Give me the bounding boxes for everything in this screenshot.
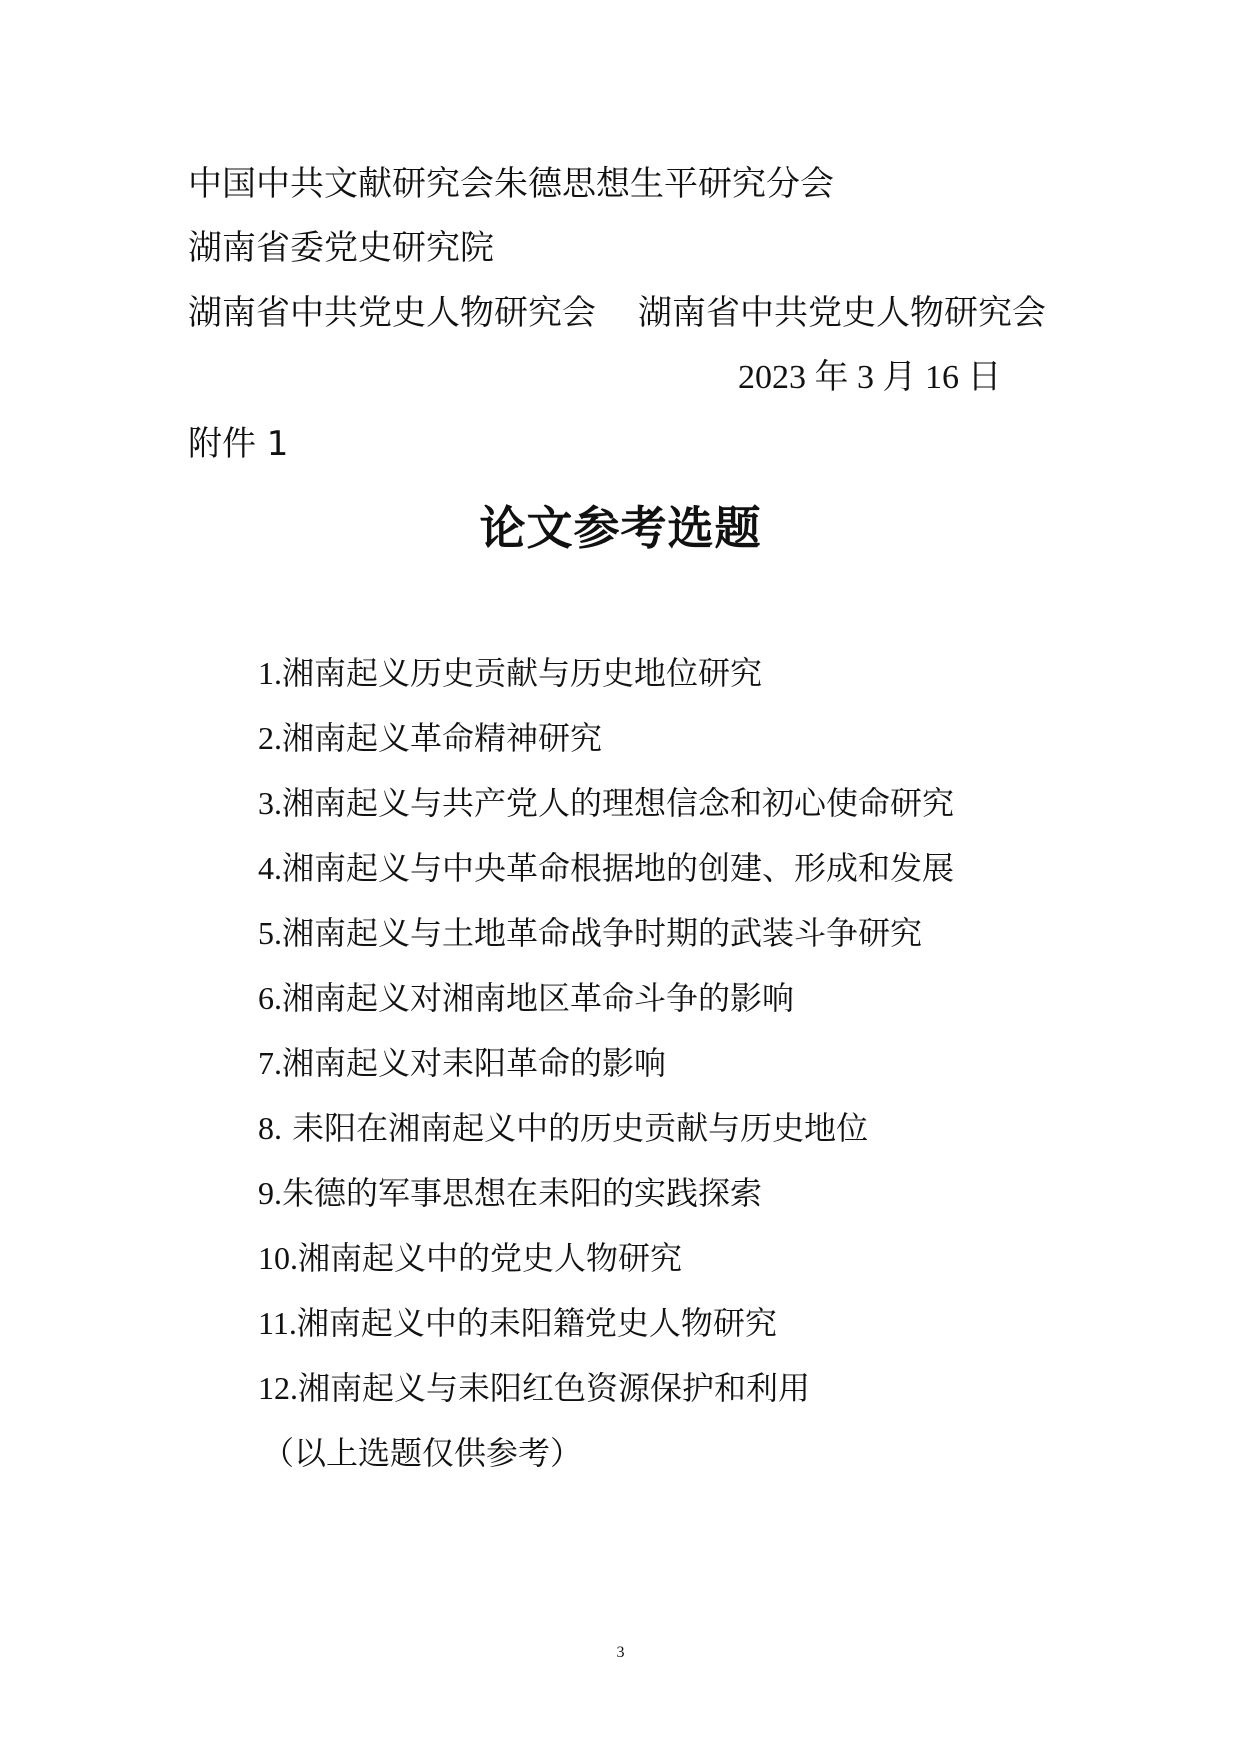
list-item: 10.湘南起义中的党史人物研究 [258,1239,683,1277]
list-item: 8. 耒阳在湘南起义中的历史贡献与历史地位 [258,1109,869,1147]
footnote: （以上选题仅供参考） [262,1434,583,1472]
list-item: 6.湘南起义对湘南地区革命斗争的影响 [258,979,795,1017]
list-item: 12.湘南起义与耒阳红色资源保护和利用 [258,1369,811,1407]
attachment-label: 附件 1 [188,424,289,464]
page-title: 论文参考选题 [479,501,762,555]
list-item: 3.湘南起义与共产党人的理想信念和初心使命研究 [258,784,955,822]
signatory-1: 中国中共文献研究会朱德思想生平研究分会 [188,164,834,204]
list-item: 4.湘南起义与中央革命根据地的创建、形成和发展 [258,849,955,887]
list-item: 1.湘南起义历史贡献与历史地位研究 [258,654,763,692]
list-item: 2.湘南起义革命精神研究 [258,719,603,757]
list-item: 11.湘南起义中的耒阳籍党史人物研究 [258,1304,777,1342]
signatory-2: 湖南省委党史研究院 [188,228,494,268]
signatory-4: 湖南省中共党史人物研究会 [638,293,1046,333]
document-date: 2023 年 3 月 16 日 [738,359,1002,396]
signatory-3: 湖南省中共党史人物研究会 [188,293,596,333]
list-item: 5.湘南起义与土地革命战争时期的武装斗争研究 [258,914,923,952]
list-item: 7.湘南起义对耒阳革命的影响 [258,1044,667,1082]
list-item: 9.朱德的军事思想在耒阳的实践探索 [258,1174,763,1212]
page-number: 3 [616,1644,625,1661]
